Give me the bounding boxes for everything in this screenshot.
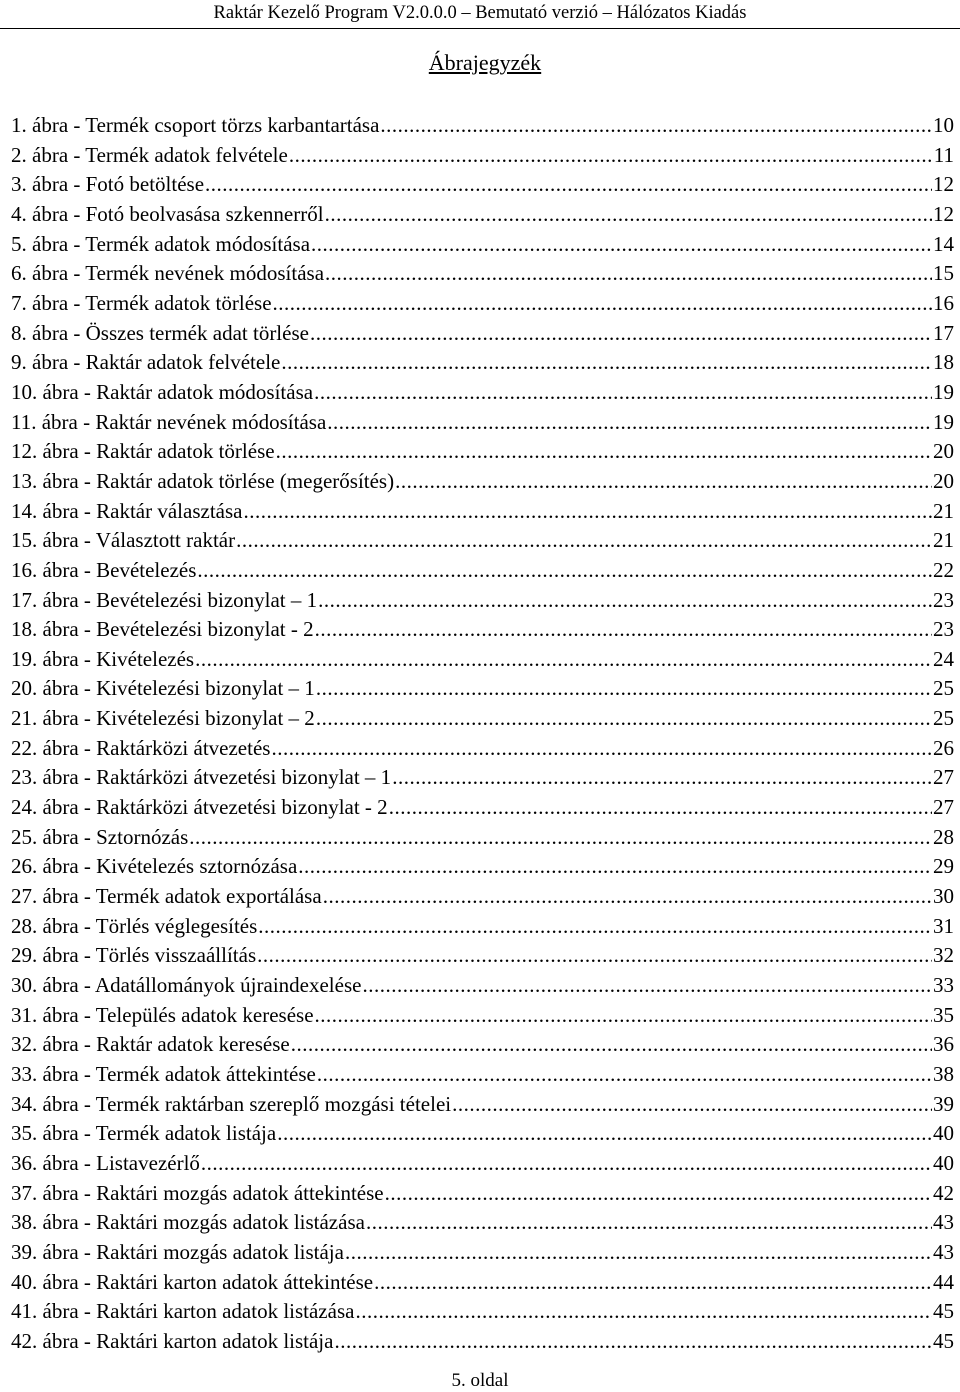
toc-entry[interactable]: [11, 141, 954, 171]
toc-entry[interactable]: [11, 556, 954, 586]
toc-entry-page: 42: [933, 1180, 954, 1205]
toc-entry-label: 24. ábra - Raktárközi átvezetési bizonylat - 2: [11, 795, 388, 820]
toc-entry-label: 39. ábra - Raktári mozgás adatok listája: [11, 1239, 344, 1264]
dot-leader: [314, 378, 932, 408]
toc-entry[interactable]: [11, 408, 954, 438]
toc-entry-page: 31: [933, 913, 954, 938]
dot-leader: [389, 793, 932, 823]
dot-leader: [281, 348, 932, 378]
dot-leader: [334, 1327, 932, 1357]
toc-entry-label: 4. ábra - Fotó beolvasása szkennerről: [11, 201, 324, 226]
dot-leader: [243, 497, 932, 527]
toc-entry[interactable]: [11, 615, 954, 645]
toc-entry[interactable]: [11, 586, 954, 616]
toc-entry[interactable]: [11, 497, 954, 527]
toc-entry-label: 30. ábra - Adatállományok újraindexelése: [11, 973, 362, 998]
dot-leader: [385, 1179, 932, 1209]
toc-entry-page: 26: [933, 735, 954, 760]
figure-list: [11, 111, 954, 1357]
toc-entry-page: 36: [933, 1032, 954, 1057]
toc-entry-label: 7. ábra - Termék adatok törlése: [11, 290, 272, 315]
toc-entry[interactable]: [11, 467, 954, 497]
toc-entry-page: 33: [933, 973, 954, 998]
toc-entry[interactable]: [11, 1179, 954, 1209]
toc-entry[interactable]: [11, 526, 954, 556]
toc-entry[interactable]: [11, 1327, 954, 1357]
toc-entry[interactable]: [11, 763, 954, 793]
toc-entry-label: 10. ábra - Raktár adatok módosítása: [11, 379, 314, 404]
toc-entry-label: 19. ábra - Kivételezés: [11, 646, 195, 671]
dot-leader: [355, 1297, 932, 1327]
toc-entry-label: 16. ábra - Bevételezés: [11, 557, 197, 582]
toc-entry-label: 37. ábra - Raktári mozgás adatok áttekintése: [11, 1180, 384, 1205]
toc-entry[interactable]: [11, 1090, 954, 1120]
toc-entry-label: 32. ábra - Raktár adatok keresése: [11, 1032, 290, 1057]
toc-entry-page: 21: [933, 498, 954, 523]
toc-entry-label: 17. ábra - Bevételezési bizonylat – 1: [11, 587, 318, 612]
toc-entry-page: 35: [933, 1002, 954, 1027]
dot-leader: [392, 763, 932, 793]
toc-entry-label: 28. ábra - Törlés véglegesítés: [11, 913, 258, 938]
dot-leader: [258, 912, 932, 942]
toc-entry[interactable]: [11, 912, 954, 942]
toc-entry[interactable]: [11, 734, 954, 764]
toc-entry-page: 32: [933, 943, 954, 968]
toc-entry-label: 5. ábra - Termék adatok módosítása: [11, 231, 311, 256]
toc-entry-label: 11. ábra - Raktár nevének módosítása: [11, 409, 327, 434]
dot-leader: [317, 1060, 932, 1090]
toc-entry-page: 38: [933, 1062, 954, 1086]
toc-entry[interactable]: [11, 437, 954, 467]
toc-entry-label: 2. ábra - Termék adatok felvétele: [11, 142, 288, 167]
toc-entry-page: 30: [933, 884, 954, 909]
toc-entry-label: 36. ábra - Listavezérlő: [11, 1150, 200, 1175]
toc-entry-label: 15. ábra - Választott raktár: [11, 528, 236, 553]
toc-entry[interactable]: [11, 348, 954, 378]
toc-entry[interactable]: [11, 823, 954, 853]
toc-entry[interactable]: [11, 200, 954, 230]
toc-entry-page: 16: [933, 290, 954, 315]
toc-entry-label: 13. ábra - Raktár adatok törlése (megerősítés): [11, 468, 395, 493]
dot-leader: [345, 1238, 932, 1268]
dot-leader: [395, 467, 932, 497]
toc-entry-label: 26. ábra - Kivételezés sztornózása: [11, 854, 298, 879]
toc-entry-page: 43: [933, 1210, 954, 1235]
toc-entry-page: 28: [933, 824, 954, 849]
dot-leader: [315, 1001, 932, 1031]
toc-entry-label: 22. ábra - Raktárközi átvezetés: [11, 735, 271, 760]
toc-entry-label: 20. ábra - Kivételezési bizonylat – 1: [11, 676, 315, 701]
toc-entry-label: 35. ábra - Termék adatok listája: [11, 1121, 277, 1146]
toc-entry-page: 43: [933, 1239, 954, 1264]
dot-leader: [273, 289, 932, 319]
toc-entry-label: 18. ábra - Bevételezési bizonylat - 2: [11, 617, 314, 642]
toc-entry-label: 33. ábra - Termék adatok áttekintése: [11, 1062, 316, 1086]
toc-entry[interactable]: [11, 1001, 954, 1031]
toc-entry[interactable]: [11, 1268, 954, 1298]
toc-entry-label: 31. ábra - Település adatok keresése: [11, 1002, 314, 1027]
toc-entry[interactable]: [11, 1297, 954, 1327]
dot-leader: [325, 259, 932, 289]
toc-entry[interactable]: [11, 645, 954, 675]
dot-leader: [325, 200, 932, 230]
toc-entry-label: 25. ábra - Sztornózás: [11, 824, 189, 849]
dot-leader: [380, 111, 932, 141]
dot-leader: [311, 230, 932, 260]
toc-entry-page: 40: [933, 1150, 954, 1175]
dot-leader: [374, 1268, 932, 1298]
dot-leader: [271, 734, 932, 764]
toc-entry[interactable]: [11, 170, 954, 200]
toc-entry-page: 14: [933, 231, 954, 256]
toc-entry-page: 23: [933, 617, 954, 642]
toc-entry[interactable]: [11, 319, 954, 349]
dot-leader: [291, 1030, 932, 1060]
toc-entry-page: 44: [933, 1269, 954, 1294]
toc-entry-page: 27: [933, 795, 954, 820]
dot-leader: [289, 141, 933, 171]
toc-entry-label: 1. ábra - Termék csoport törzs karbantartása: [11, 113, 380, 137]
toc-entry-label: 41. ábra - Raktári karton adatok listázása: [11, 1299, 355, 1324]
dot-leader: [366, 1208, 932, 1238]
toc-entry-page: 15: [933, 261, 954, 286]
dot-leader: [197, 556, 932, 586]
toc-entry-label: 29. ábra - Törlés visszaállítás: [11, 943, 257, 968]
toc-entry[interactable]: [11, 674, 954, 704]
toc-entry[interactable]: [11, 1149, 954, 1179]
toc-entry-page: 45: [933, 1328, 954, 1353]
dot-leader: [310, 319, 932, 349]
dot-leader: [315, 615, 932, 645]
toc-entry-page: 29: [933, 854, 954, 879]
toc-entry-page: 20: [933, 468, 954, 493]
toc-entry-page: 20: [933, 439, 954, 464]
toc-entry-label: 9. ábra - Raktár adatok felvétele: [11, 350, 281, 375]
toc-entry[interactable]: [11, 971, 954, 1001]
dot-leader: [236, 526, 932, 556]
toc-entry-page: 39: [933, 1091, 954, 1116]
toc-entry-page: 19: [933, 379, 954, 404]
toc-entry-label: 21. ábra - Kivételezési bizonylat – 2: [11, 706, 315, 731]
toc-entry[interactable]: [11, 704, 954, 734]
toc-entry-label: 12. ábra - Raktár adatok törlése: [11, 439, 275, 464]
toc-entry-label: 23. ábra - Raktárközi átvezetési bizonylat – 1: [11, 765, 392, 790]
toc-entry-page: 11: [933, 142, 954, 167]
toc-entry[interactable]: [11, 1119, 954, 1149]
toc-entry-page: 27: [933, 765, 954, 790]
toc-entry[interactable]: [11, 882, 954, 912]
toc-entry[interactable]: [11, 289, 954, 319]
toc-entry-page: 25: [933, 676, 954, 701]
dot-leader: [201, 1149, 932, 1179]
toc-entry-label: 6. ábra - Termék nevének módosítása: [11, 261, 325, 286]
toc-entry-page: 24: [933, 646, 954, 671]
toc-entry-page: 19: [933, 409, 954, 434]
toc-entry-page: 18: [933, 350, 954, 375]
dot-leader: [452, 1090, 932, 1120]
toc-entry[interactable]: [11, 793, 954, 823]
toc-entry[interactable]: [11, 1238, 954, 1268]
dot-leader: [316, 674, 932, 704]
dot-leader: [327, 408, 932, 438]
dot-leader: [257, 941, 932, 971]
toc-entry[interactable]: [11, 378, 954, 408]
toc-entry-label: 27. ábra - Termék adatok exportálása: [11, 884, 322, 909]
toc-entry-label: 40. ábra - Raktári karton adatok áttekintése: [11, 1269, 374, 1294]
toc-entry-label: 38. ábra - Raktári mozgás adatok listázása: [11, 1210, 365, 1235]
dot-leader: [205, 170, 932, 200]
toc-entry[interactable]: [11, 1030, 954, 1060]
toc-entry-page: 17: [933, 320, 954, 345]
toc-entry-label: 8. ábra - Összes termék adat törlése: [11, 320, 309, 345]
toc-entry-label: 42. ábra - Raktári karton adatok listája: [11, 1328, 334, 1353]
dot-leader: [298, 852, 932, 882]
page-number: 5. oldal: [451, 1370, 509, 1391]
page-title: Ábrajegyzék: [428, 50, 542, 75]
dot-leader: [362, 971, 932, 1001]
toc-entry-page: 12: [933, 201, 954, 226]
toc-entry[interactable]: [11, 1060, 954, 1090]
toc-entry-page: 21: [933, 528, 954, 553]
dot-leader: [195, 645, 932, 675]
dot-leader: [323, 882, 932, 912]
toc-entry-page: 23: [933, 587, 954, 612]
toc-entry[interactable]: [11, 259, 954, 289]
toc-entry-page: 25: [933, 706, 954, 731]
toc-entry[interactable]: [11, 1208, 954, 1238]
toc-entry-page: 10: [933, 113, 954, 137]
toc-entry-page: 22: [933, 557, 954, 582]
dot-leader: [189, 823, 932, 853]
toc-entry[interactable]: [11, 941, 954, 971]
dot-leader: [277, 1119, 932, 1149]
toc-entry[interactable]: [11, 852, 954, 882]
toc-entry-label: 34. ábra - Termék raktárban szereplő mozgási tételei: [11, 1091, 452, 1116]
toc-entry[interactable]: [11, 230, 954, 260]
toc-entry[interactable]: [11, 111, 954, 141]
dot-leader: [318, 586, 932, 616]
toc-entry-label: 14. ábra - Raktár választása: [11, 498, 243, 523]
toc-entry-page: 45: [933, 1299, 954, 1324]
toc-entry-page: 40: [933, 1121, 954, 1146]
dot-leader: [276, 437, 932, 467]
dot-leader: [316, 704, 932, 734]
toc-entry-page: 12: [933, 172, 954, 197]
toc-entry-label: 3. ábra - Fotó betöltése: [11, 172, 205, 197]
page-header: Raktár Kezelő Program V2.0.0.0 – Bemutató verzió – Hálózatos Kiadás: [0, 0, 960, 29]
